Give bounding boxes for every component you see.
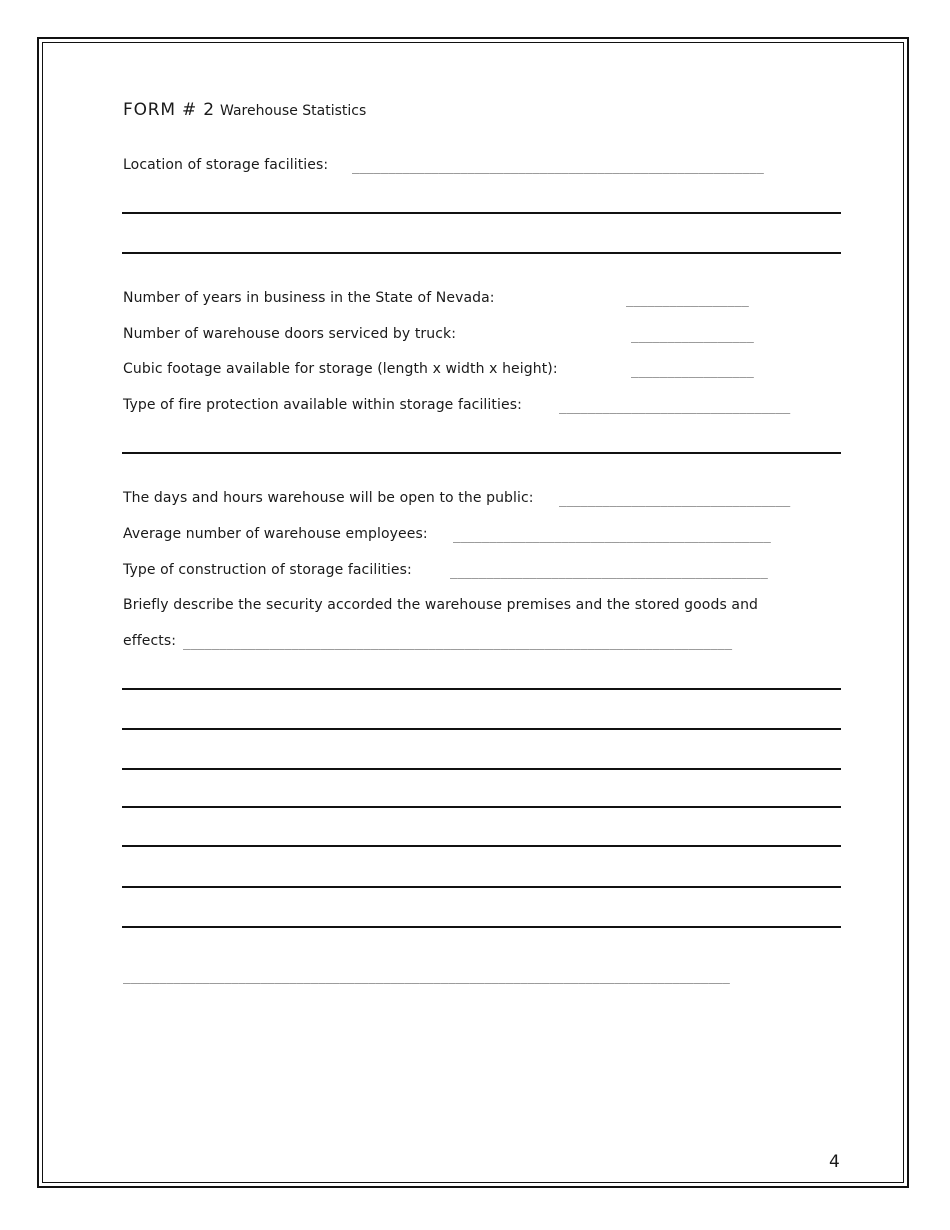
fire-field[interactable]: ________________________________ (559, 400, 791, 414)
security-label-line2: effects: (123, 633, 177, 649)
location-label: Location of storage facilities: (123, 157, 329, 173)
days-label: The days and hours warehouse will be open to the public: (123, 490, 534, 506)
fire-label: Type of fire protection available within storage facilities: (123, 397, 522, 413)
location-line-2[interactable] (122, 252, 841, 254)
years-label: Number of years in business in the State of Nevada: (123, 290, 495, 306)
fire-line[interactable] (122, 452, 841, 454)
final-blank-field[interactable]: ____________________________________________________________________________________ (123, 970, 730, 984)
location-line-1[interactable] (122, 212, 841, 214)
construction-field[interactable]: ____________________________________________ (450, 565, 768, 579)
form-number: FORM # 2 (123, 100, 215, 120)
security-label-line1: Briefly describe the security accorded the warehouse premises and the stored goods and (123, 597, 759, 613)
security-line-7[interactable] (122, 926, 841, 928)
security-line-5[interactable] (122, 845, 841, 847)
security-field[interactable]: ____________________________________________________________________________ (183, 636, 733, 650)
form-title (123, 100, 366, 120)
page-number: 4 (829, 1152, 840, 1172)
doors-label: Number of warehouse doors serviced by truck: (123, 326, 457, 342)
cubic-field[interactable]: _________________ (631, 364, 754, 378)
employees-label: Average number of warehouse employees: (123, 526, 428, 542)
days-field[interactable]: ________________________________ (559, 493, 791, 507)
employees-field[interactable]: ____________________________________________ (453, 529, 771, 543)
security-line-6[interactable] (122, 886, 841, 888)
years-field[interactable]: _________________ (626, 293, 749, 307)
form-subtitle: Warehouse Statistics (220, 103, 367, 119)
location-field[interactable]: _________________________________________________________ (352, 160, 764, 174)
security-line-2[interactable] (122, 728, 841, 730)
doors-field[interactable]: _________________ (631, 329, 754, 343)
security-line-3[interactable] (122, 768, 841, 770)
security-line-4[interactable] (122, 806, 841, 808)
construction-label: Type of construction of storage facilities: (123, 562, 412, 578)
cubic-label: Cubic footage available for storage (length x width x height): (123, 361, 558, 377)
security-line-1[interactable] (122, 688, 841, 690)
